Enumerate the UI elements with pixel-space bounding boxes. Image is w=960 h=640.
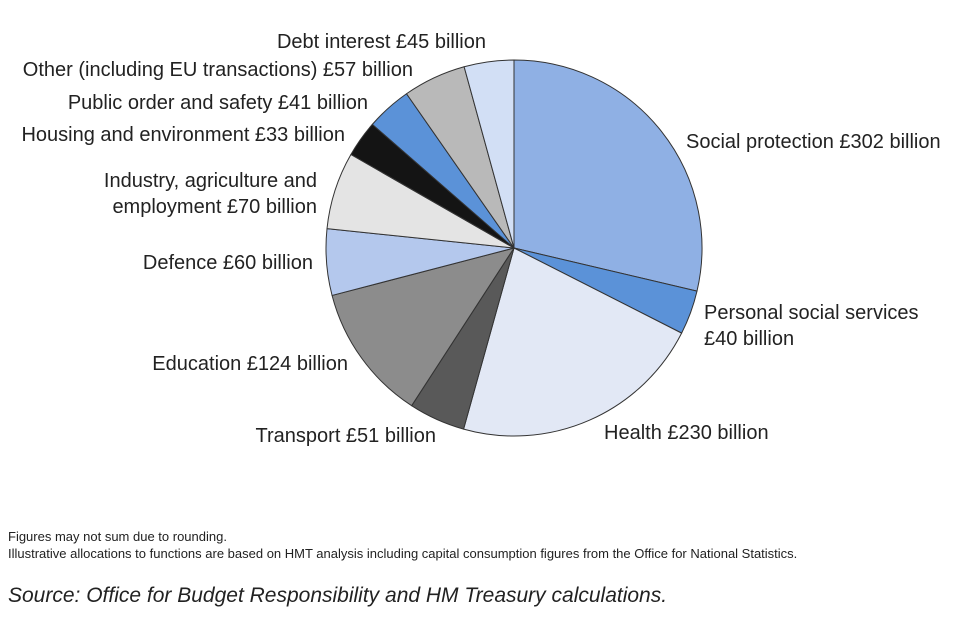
slice-label-line: Personal social services <box>704 302 919 324</box>
slice-label-line: £40 billion <box>704 328 795 350</box>
slice-label-social <box>686 131 941 153</box>
slice-label-other <box>23 59 413 81</box>
slice-label-transport <box>256 425 436 447</box>
slice-label-line: employment £70 billion <box>112 196 317 218</box>
slice-label-defence <box>143 252 313 274</box>
slice-label-public <box>68 92 368 114</box>
rounding-note: Figures may not sum due to rounding. <box>8 529 227 544</box>
slice-label-health <box>604 422 769 444</box>
slice-label-line: Health £230 billion <box>604 422 769 444</box>
slice-label-debt <box>277 31 486 53</box>
slice-label-line: Transport £51 billion <box>255 425 436 447</box>
source-note: Source: Office for Budget Responsibility and HM Treasury calculations. <box>8 584 668 607</box>
slice-label-personal <box>704 302 919 350</box>
slice-label-line: Industry, agriculture and <box>103 170 317 192</box>
slice-label-line: Defence £60 billion <box>142 252 313 274</box>
slice-label-line: Public order and safety £41 billion <box>67 92 368 114</box>
slice-label-line: Housing and environment £33 billion <box>21 124 345 146</box>
slice-label-line: Education £124 billion <box>152 353 348 375</box>
slice-label-line: Social protection £302 billion <box>686 131 941 153</box>
slice-label-industry <box>104 170 317 218</box>
slice-label-education <box>152 353 348 375</box>
pie-slices <box>326 60 702 436</box>
methodology-note: Illustrative allocations to functions are based on HMT analysis including capital consumption figures from the Office for National Statistics. <box>8 546 798 561</box>
slice-label-housing <box>21 124 345 146</box>
slice-label-line: Debt interest £45 billion <box>276 31 486 53</box>
slice-label-line: Other (including EU transactions) £57 billion <box>22 59 413 81</box>
